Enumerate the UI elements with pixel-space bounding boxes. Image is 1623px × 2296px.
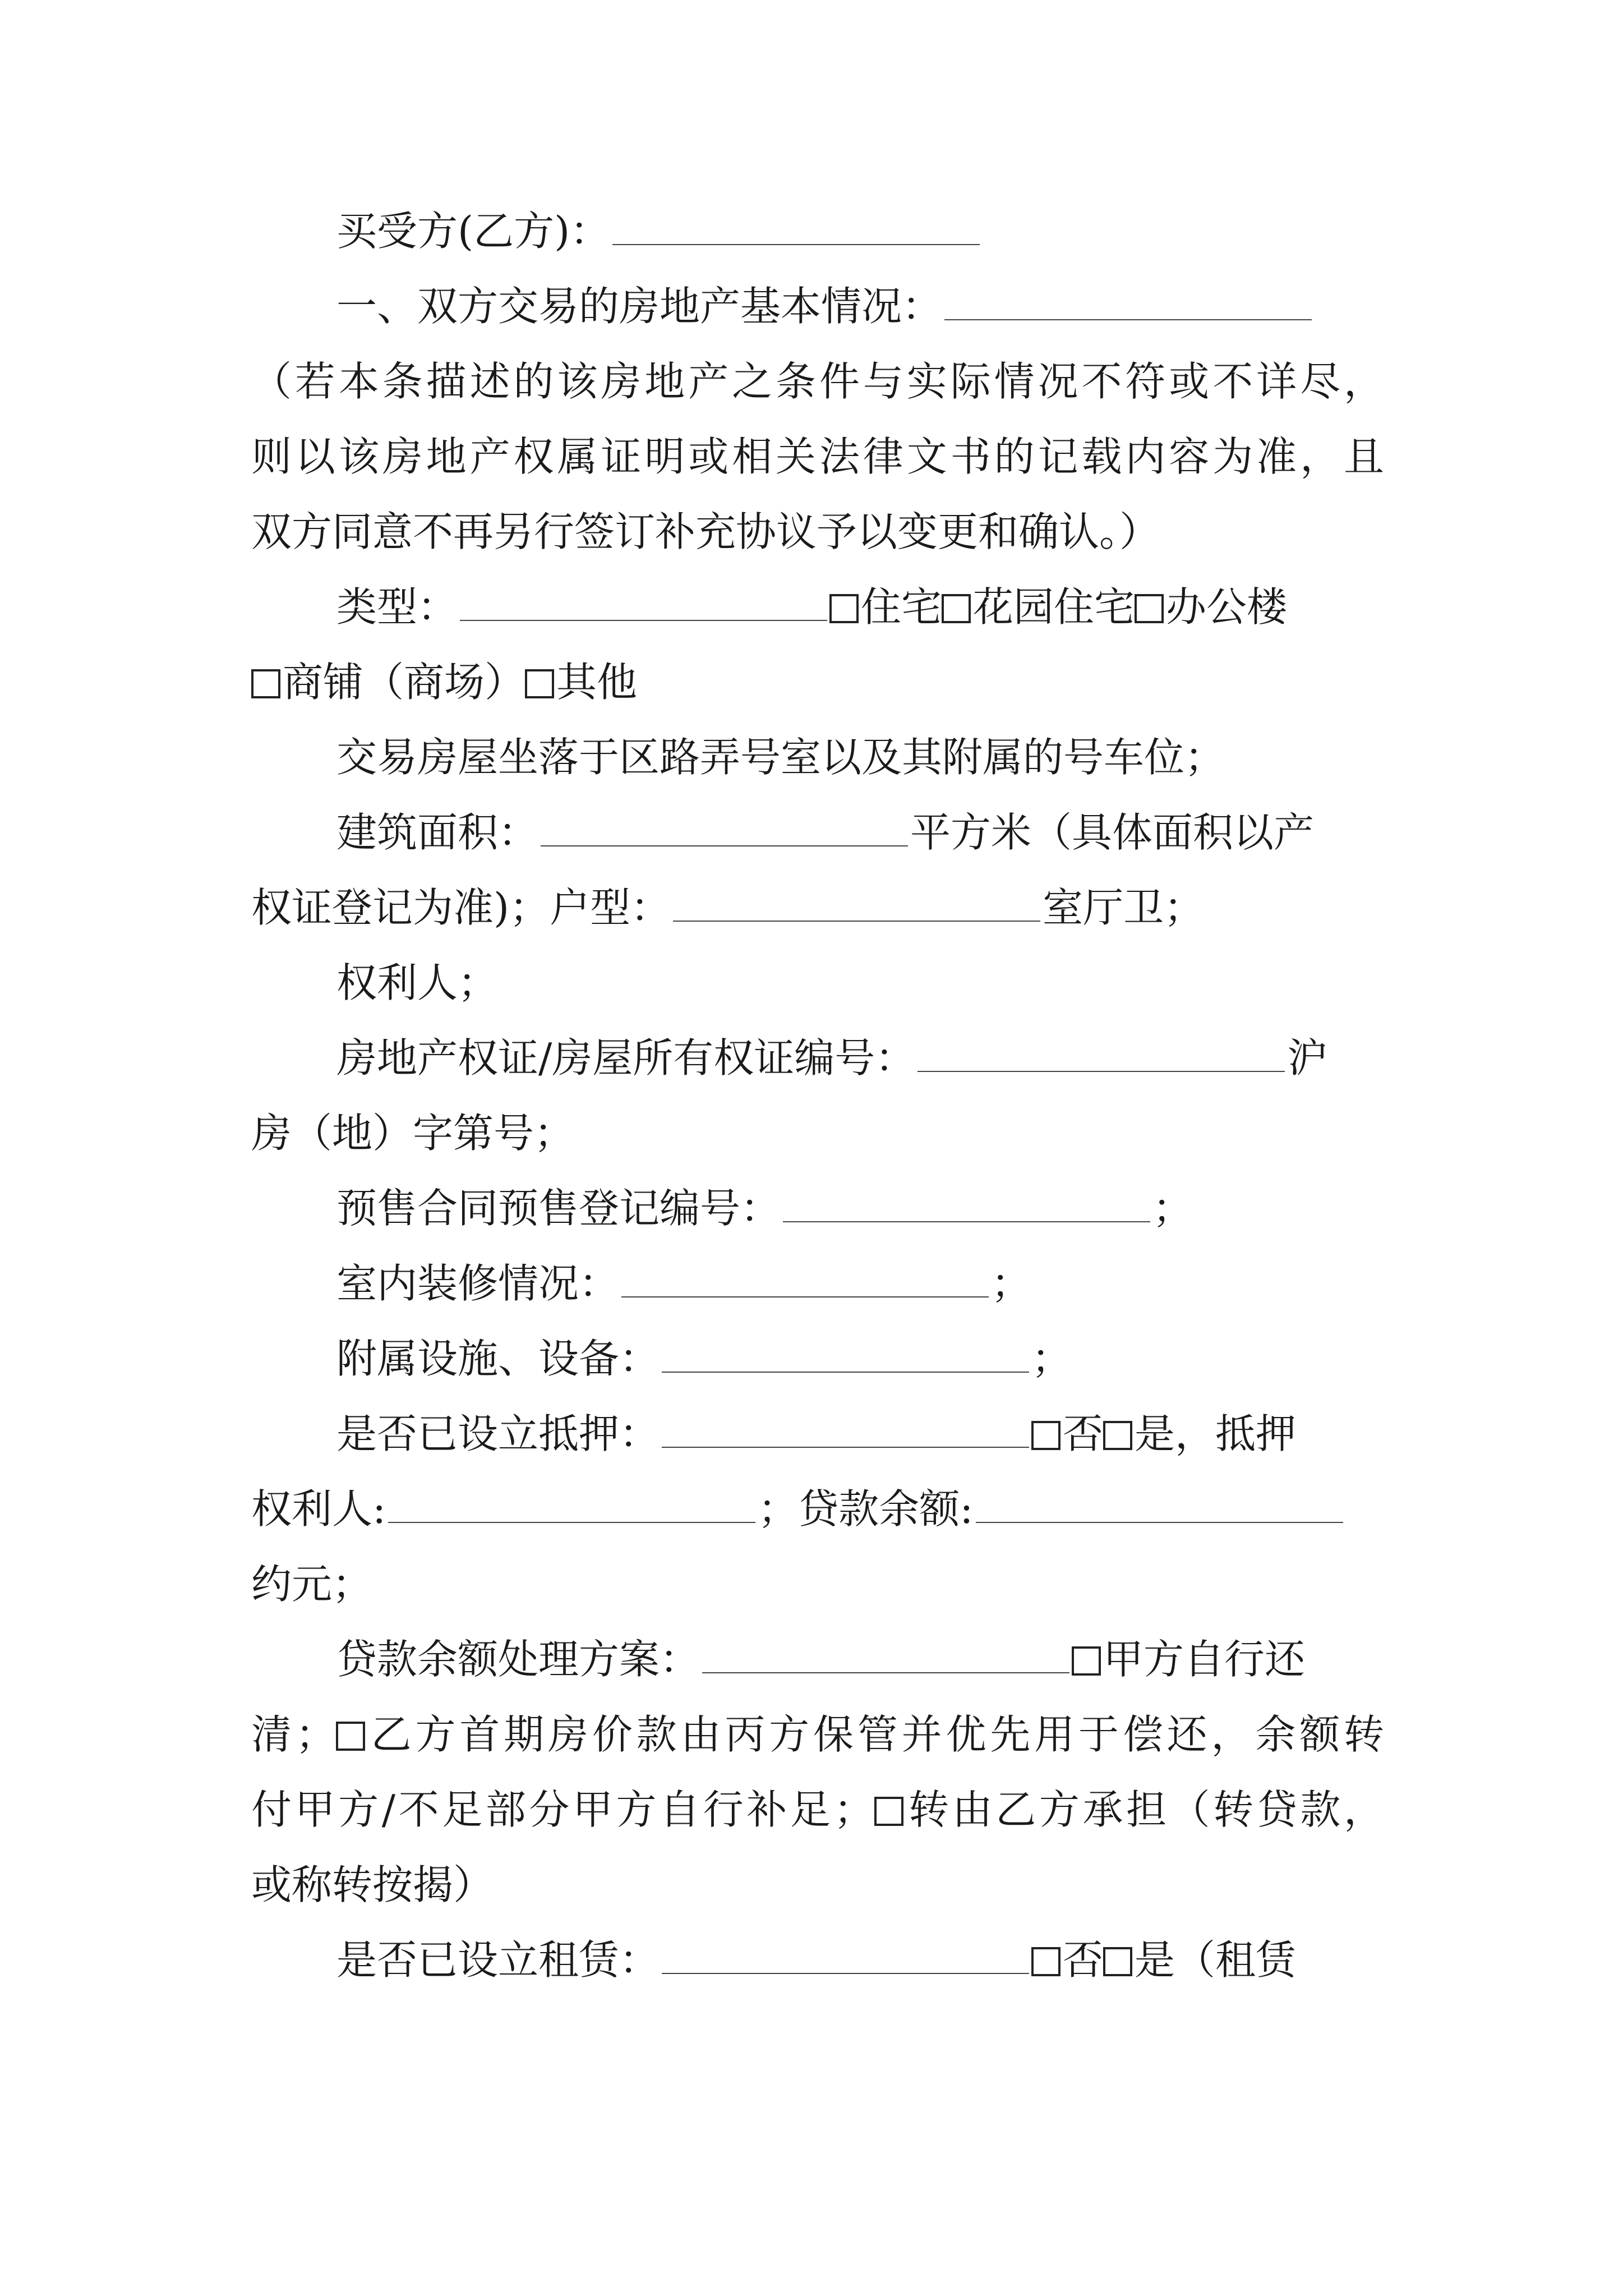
lease-blank[interactable] [662, 1928, 1029, 1974]
plan-line-2 [251, 1701, 1384, 1768]
note-line-3: 双方同意不再另行签订补充协议予以变更和确认。） [251, 508, 1160, 555]
mortgagee-line [251, 1475, 1384, 1543]
mortgagee-blank[interactable] [388, 1477, 755, 1523]
cert-line [336, 1024, 1384, 1092]
checkbox-plan-3[interactable] [874, 1797, 903, 1826]
type-blank[interactable] [460, 575, 827, 621]
presale-semicolon: ； [1152, 1185, 1193, 1232]
mortgage-blank[interactable] [662, 1402, 1029, 1448]
facilities-line [336, 1325, 1384, 1392]
section1-blank[interactable] [944, 274, 1312, 320]
mortgagee-label: 权利人: [251, 1485, 386, 1533]
checkbox-mortgage-yes[interactable] [1103, 1421, 1132, 1450]
decoration-semicolon: ； [991, 1260, 1032, 1307]
plan-opt1-label: 甲方自行还 [1103, 1636, 1306, 1683]
checkbox-garden[interactable] [942, 594, 971, 623]
checkbox-lease-no[interactable] [1031, 1947, 1061, 1976]
plan-line [336, 1626, 1384, 1693]
area-suffix: 平方米（具体面积以产 [910, 809, 1315, 856]
cert-suffix: 沪 [1287, 1034, 1328, 1082]
checkbox-mortgage-no[interactable] [1031, 1421, 1061, 1450]
checkbox-office[interactable] [1135, 594, 1164, 623]
facilities-semicolon: ； [1031, 1335, 1072, 1382]
section1-line [336, 273, 1384, 340]
location-line: 交易房屋坐落于区路弄号室以及其附属的号车位； [336, 734, 1225, 781]
buyer-blank[interactable] [612, 199, 980, 245]
presale-line [336, 1175, 1384, 1242]
other-label: 其他 [556, 659, 638, 706]
note-line-1: （若本条描述的该房地产之条件与实际情况不符或不详尽， [251, 358, 1384, 405]
type-line-2 [251, 648, 1384, 716]
cert-label: 房地产权证/房屋所有权证编号： [336, 1034, 916, 1082]
lease-yes-label: 是（租赁 [1135, 1936, 1297, 1984]
area-line-2 [251, 874, 1384, 941]
checkbox-lease-yes[interactable] [1103, 1947, 1132, 1976]
area-line2-suffix: 室厅卫； [1043, 884, 1205, 931]
cert-blank[interactable] [917, 1026, 1285, 1072]
area-line2-prefix: 权证登记为准)；户型： [251, 884, 671, 931]
facilities-blank[interactable] [662, 1327, 1029, 1373]
mortgage-no-label: 否 [1063, 1410, 1104, 1457]
layout-blank[interactable] [673, 876, 1040, 922]
checkbox-residence[interactable] [829, 594, 859, 623]
type-line [336, 573, 1384, 641]
presale-label: 预售合同预售登记编号： [336, 1185, 781, 1232]
plan-line2-a: 清； [251, 1711, 336, 1758]
presale-blank[interactable] [783, 1176, 1150, 1222]
cert-line-2: 房（地）字第号； [251, 1110, 575, 1157]
checkbox-plan-2[interactable] [336, 1722, 365, 1751]
facilities-label: 附属设施、设备： [336, 1335, 660, 1382]
mortgage-line [336, 1400, 1384, 1467]
lease-label: 是否已设立租赁： [336, 1936, 660, 1984]
buyer-line [336, 197, 1384, 265]
office-label: 办公楼 [1166, 583, 1288, 631]
plan-line-3 [251, 1776, 1384, 1843]
plan-line-4: 或称转按揭） [251, 1861, 494, 1908]
loan-balance-label: ；贷款余额: [758, 1485, 974, 1533]
plan-line2-b: 乙方首期房价款由丙方保管并优先用于偿还，余额转 [367, 1711, 1384, 1758]
area-line [336, 799, 1384, 866]
decoration-line [336, 1250, 1384, 1317]
checkbox-other[interactable] [525, 669, 554, 698]
plan-blank[interactable] [702, 1627, 1069, 1673]
mortgage-label: 是否已设立抵押： [336, 1410, 660, 1457]
residence-label: 住宅 [861, 583, 942, 631]
decoration-blank[interactable] [621, 1251, 989, 1297]
buyer-label: 买受方(乙方)： [336, 208, 611, 255]
type-label: 类型： [336, 583, 458, 631]
owner-line: 权利人； [336, 959, 499, 1006]
area-blank[interactable] [541, 800, 908, 846]
mortgage-yes-label: 是，抵押 [1135, 1410, 1297, 1457]
area-label: 建筑面积： [336, 809, 539, 856]
lease-line [336, 1926, 1384, 1994]
yuan-line: 约元； [251, 1561, 373, 1608]
checkbox-shop[interactable] [251, 669, 280, 698]
checkbox-plan-1[interactable] [1072, 1646, 1101, 1676]
plan-line3-a: 付甲方/不足部分甲方自行补足； [251, 1786, 874, 1833]
plan-line3-b: 转由乙方承担（转贷款， [905, 1786, 1384, 1833]
garden-label: 花园住宅 [973, 583, 1135, 631]
loan-balance-blank[interactable] [976, 1477, 1343, 1523]
decoration-label: 室内装修情况： [336, 1260, 620, 1307]
note-line-2: 则以该房地产权属证明或相关法律文书的记载内容为准，且 [251, 433, 1384, 480]
shop-label: 商铺（商场） [283, 659, 525, 706]
plan-label: 贷款余额处理方案： [336, 1636, 700, 1683]
lease-no-label: 否 [1063, 1936, 1104, 1984]
section1-label: 一、双方交易的房地产基本情况： [336, 283, 943, 330]
